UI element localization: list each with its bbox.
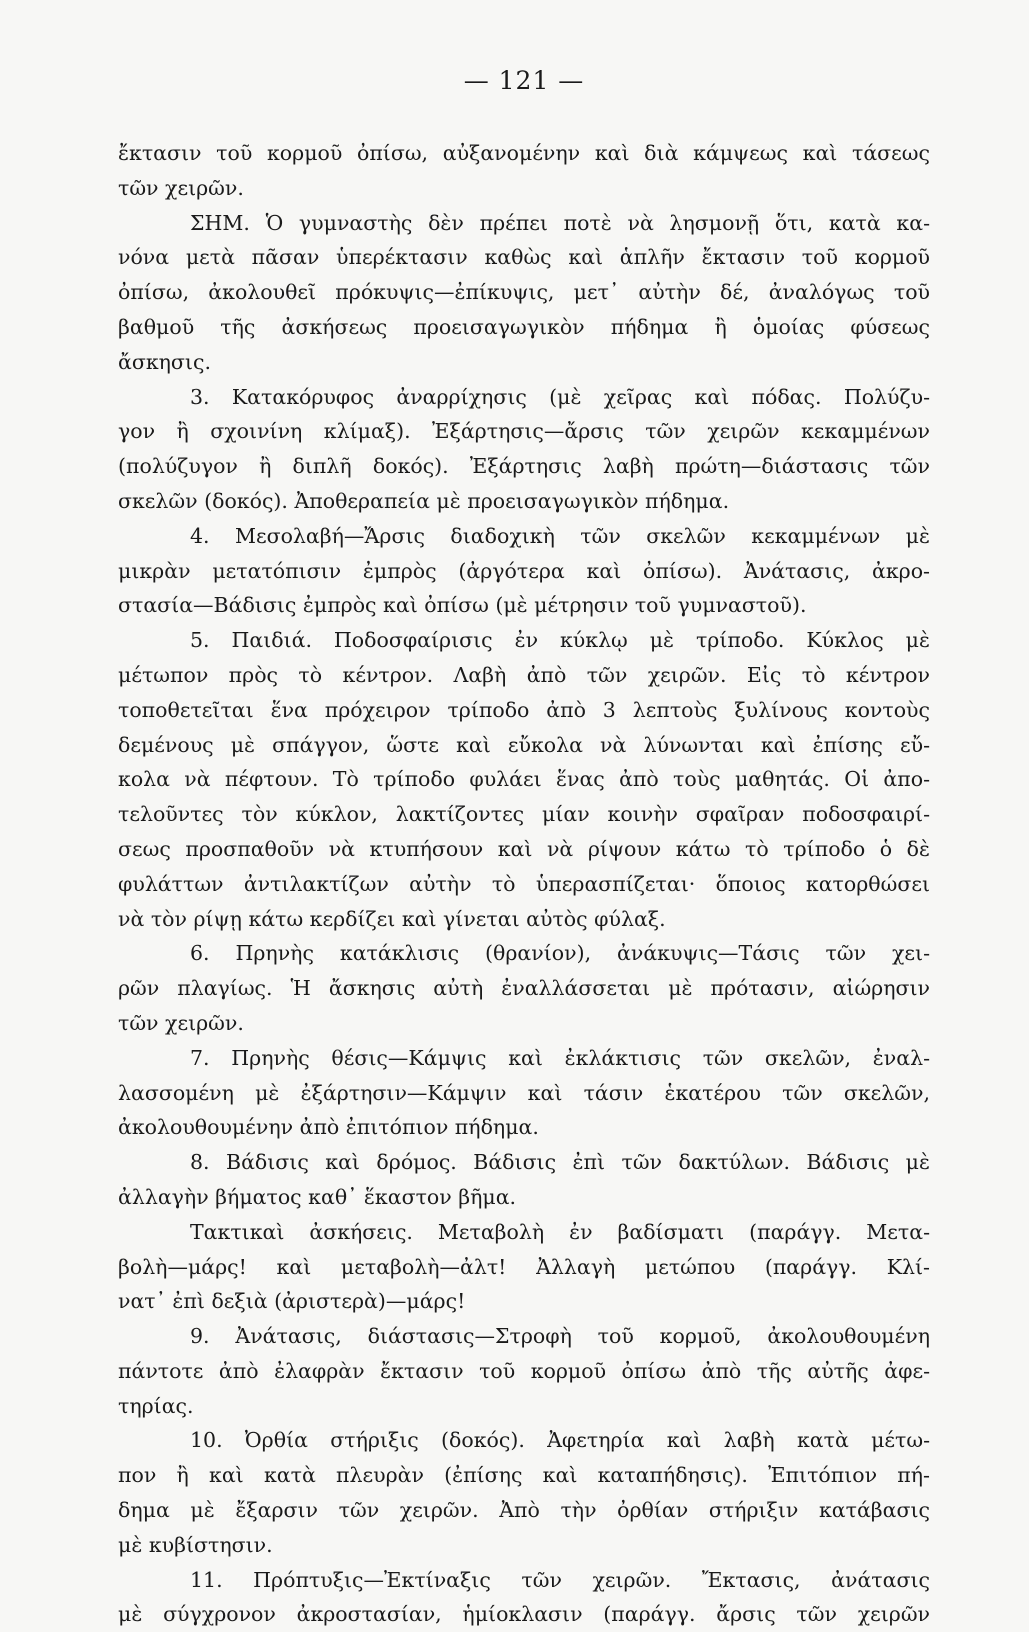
text-line: 7. Πρηνὴς θέσις—Κάμψις καὶ ἐκλάκτισις τῶν σκελῶν, ἐναλ- [190, 1045, 930, 1070]
body-text [118, 136, 930, 1632]
text-line: τελοῦντες τὸν κύκλον, λακτίζοντες μίαν κοινὴν σφαῖραν ποδοσφαιρί- [118, 802, 930, 827]
text-line: τηρίας. [118, 1393, 194, 1418]
text-line: δεμένους μὲ σπάγγον, ὥστε καὶ εὔκολα νὰ λύνωνται καὶ ἐπίσης εὔ- [118, 732, 930, 757]
text-line: 5. Παιδιά. Ποδοσφαίρισις ἐν κύκλῳ μὲ τρίποδο. Κύκλος μὲ [190, 628, 930, 653]
text-line: δημα μὲ ἔξαρσιν τῶν χειρῶν. Ἀπὸ τὴν ὀρθίαν στήριξιν κατάβασις [118, 1498, 930, 1523]
text-line: 9. Ἀνάτασις, διάστασις—Στροφὴ τοῦ κορμοῦ, ἀκολουθουμένη [190, 1324, 930, 1349]
text-line: μὲ κυβίστησιν. [118, 1532, 273, 1557]
text-line: μέτωπον πρὸς τὸ κέντρον. Λαβὴ ἀπὸ τῶν χειρῶν. Εἰς τὸ κέντρον [118, 662, 930, 687]
text-line: ἔκτασιν τοῦ κορμοῦ ὀπίσω, αὐξανομένην καὶ διὰ κάμψεως καὶ τάσεως [118, 141, 930, 165]
text-line: σκελῶν (δοκός). Ἀποθεραπεία μὲ προεισαγωγικὸν πήδημα. [118, 488, 730, 513]
text-line: 10. Ὀρθία στήριξις (δοκός). Ἀφετηρία καὶ λαβὴ κατὰ μέτω- [190, 1428, 930, 1453]
book-page [118, 66, 930, 1632]
text-line: τῶν χειρῶν. [118, 175, 244, 200]
text-line: ἀλλαγὴν βήματος καθ᾽ ἕκαστον βῆμα. [118, 1184, 517, 1209]
text-line: φυλάττων ἀντιλακτίζων αὐτὴν τὸ ὑπερασπίζεται· ὅποιος κατορθώσει [118, 871, 930, 896]
text-line: ρῶν πλαγίως. Ἡ ἄσκησις αὐτὴ ἐναλλάσσεται μὲ πρότασιν, αἰώρησιν [118, 976, 930, 1001]
text-line: νόνα μετὰ πᾶσαν ὑπερέκτασιν καθὼς καὶ ἁπλῆν ἔκτασιν τοῦ κορμοῦ [118, 245, 930, 270]
text-line: τοποθετεῖται ἕνα πρόχειρον τρίποδο ἀπὸ 3 λεπτοὺς ξυλίνους κοντοὺς [118, 697, 930, 722]
text-line: (πολύζυγον ἢ διπλῆ δοκός). Ἐξάρτησις λαβὴ πρώτη—διάστασις τῶν [118, 454, 930, 479]
text-line: βολὴ—μάρς! καὶ μεταβολὴ—ἀλτ! Ἀλλαγὴ μετώπου (παράγγ. Κλί- [118, 1254, 930, 1279]
text-line: μὲ σύγχρονον ἀκροστασίαν, ἡμίοκλασιν (παράγγ. ἄρσις τῶν χειρῶν [118, 1602, 930, 1627]
text-line: 11. Πρόπτυξις—Ἐκτίναξις τῶν χειρῶν. Ἔκτασις, ἀνάτασις [190, 1567, 930, 1592]
text-line: ἀκολουθουμένην ἀπὸ ἐπιτόπιον πήδημα. [118, 1115, 539, 1140]
text-line: μικρὰν μετατόπισιν ἐμπρὸς (ἀργότερα καὶ ὀπίσω). Ἀνάτασις, ἀκρο- [118, 558, 930, 583]
page-number: — 121 — [463, 66, 585, 95]
text-line: ὀπίσω, ἀκολουθεῖ πρόκυψις—ἐπίκυψις, μετ᾽ αὐτὴν δέ, ἀναλόγως τοῦ [118, 280, 930, 305]
text-line: 8. Βάδισις καὶ δρόμος. Βάδισις ἐπὶ τῶν δακτύλων. Βάδισις μὲ [190, 1150, 930, 1175]
text-line: νὰ τὸν ρίψῃ κάτω κερδίζει καὶ γίνεται αὐτὸς φύλαξ. [118, 906, 666, 931]
text-line: 4. Μεσολαβή—Ἄρσις διαδοχικὴ τῶν σκελῶν κεκαμμένων μὲ [190, 523, 930, 548]
text-line: νατ᾽ ἐπὶ δεξιὰ (ἀριστερὰ)—μάρς! [118, 1289, 466, 1314]
text-line: 3. Κατακόρυφος ἀναρρίχησις (μὲ χεῖρας καὶ πόδας. Πολύζυ- [190, 384, 930, 409]
text-line: ΣΗΜ. Ὁ γυμναστὴς δὲν πρέπει ποτὲ νὰ λησμονῇ ὅτι, κατὰ κα- [190, 210, 930, 235]
text-line: σεως προσπαθοῦν νὰ κτυπήσουν καὶ νὰ ρίψουν κάτω τὸ τρίποδο ὁ δὲ [118, 836, 930, 861]
text-line: τῶν χειρῶν. [118, 1010, 244, 1035]
text-line: βαθμοῦ τῆς ἀσκήσεως προεισαγωγικὸν πήδημα ἢ ὁμοίας φύσεως [118, 314, 930, 339]
text-line: στασία—Βάδισις ἐμπρὸς καὶ ὀπίσω (μὲ μέτρησιν τοῦ γυμναστοῦ). [118, 593, 807, 618]
text-line: ἄσκησις. [118, 349, 211, 374]
text-line: 6. Πρηνὴς κατάκλισις (θρανίον), ἀνάκυψις—Τάσις τῶν χει- [190, 941, 930, 966]
text-line: πον ἢ καὶ κατὰ πλευρὰν (ἐπίσης καὶ καταπήδησις). Ἐπιτόπιον πή- [118, 1463, 930, 1488]
text-line: γον ἢ σχοινίνη κλίμαξ). Ἐξάρτησις—ἄρσις τῶν χειρῶν κεκαμμένων [118, 419, 930, 444]
text-line: κολα νὰ πέφτουν. Τὸ τρίποδο φυλάει ἕνας ἀπὸ τοὺς μαθητάς. Οἱ ἀπο- [118, 767, 930, 792]
text-line: πάντοτε ἀπὸ ἐλαφρὰν ἔκτασιν τοῦ κορμοῦ ὀπίσω ἀπὸ τῆς αὐτῆς ἀφε- [118, 1358, 930, 1383]
text-line: λασσομένη μὲ ἐξάρτησιν—Κάμψιν καὶ τάσιν ἑκατέρου τῶν σκελῶν, [118, 1080, 930, 1105]
text-line: Τακτικαὶ ἀσκήσεις. Μεταβολὴ ἐν βαδίσματι (παράγγ. Μετα- [190, 1219, 930, 1244]
